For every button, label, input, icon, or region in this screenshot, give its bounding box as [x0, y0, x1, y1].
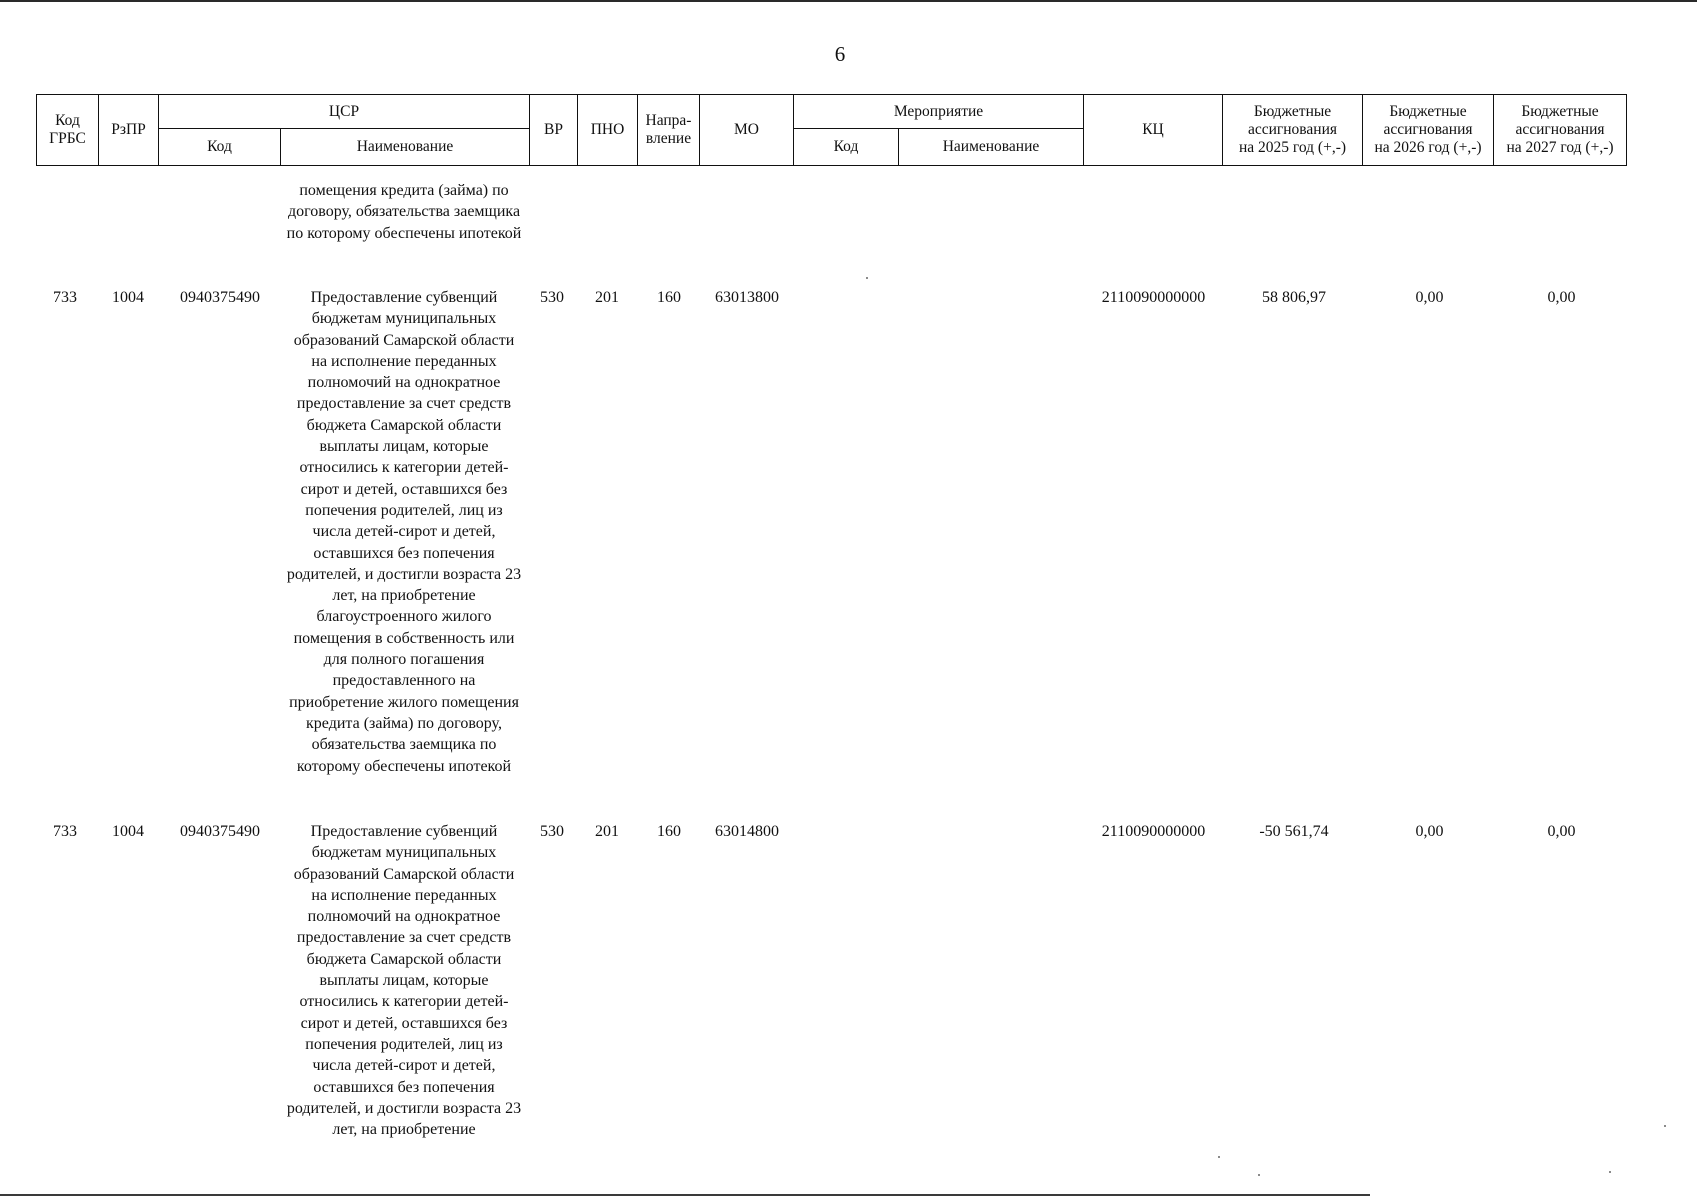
- row-napr: 160: [657, 289, 681, 306]
- row-budget-2026: 0,00: [1415, 289, 1444, 306]
- row-budget-2027: 0,00: [1547, 823, 1576, 840]
- col-header-csr-name: Наименование: [281, 129, 530, 166]
- scan-speck: [1258, 1174, 1260, 1176]
- row-napr: 160: [657, 823, 681, 840]
- col-header-csr-kod: Код: [159, 129, 281, 166]
- budget-table-header: [36, 94, 1627, 166]
- row-kc: 2110090000000: [1101, 289, 1206, 306]
- row-budget-2025: -50 561,74: [1259, 823, 1329, 840]
- col-header-kc: КЦ: [1084, 95, 1223, 166]
- col-header-budget-2026: Бюджетные ассигнования на 2026 год (+,-): [1363, 95, 1494, 166]
- row-pno: 201: [595, 289, 619, 306]
- row-mo: 63013800: [715, 289, 779, 306]
- scan-speck: [866, 277, 868, 279]
- col-header-meropriyatie: Мероприятие: [794, 95, 1084, 129]
- row-grbs: 733: [53, 823, 77, 840]
- col-header-kod-grbs: Код ГРБС: [37, 95, 99, 166]
- row-budget-2025: 58 806,97: [1262, 289, 1326, 306]
- row-grbs: 733: [53, 289, 77, 306]
- table-row-continuation: [36, 180, 1626, 260]
- row-pno: 201: [595, 823, 619, 840]
- col-header-budget-2027: Бюджетные ассигнования на 2027 год (+,-): [1494, 95, 1627, 166]
- col-header-rzpr: РзПР: [99, 95, 159, 166]
- table-row: [36, 287, 1626, 797]
- row-name: Предоставление субвенций бюджетам муниципальных образований Самарской области на исполнение переданных полномочий на однократное предоставление за счет средств бюджета Самарской области выплаты лицам, которые относились к категории детей-сирот и детей, оставшихся без попечения родителей, лиц из числа детей-сирот и детей, оставшихся без попечения родителей, и достигли возраста 23 лет, на приобретение благоустроенного жилого помещения в собственность или для полного погашения предоставленного на приобретение жилого помещения кредита (займа) по договору, обязательства заемщика по которому обеспечены ипотекой: [286, 289, 522, 775]
- row-budget-2026: 0,00: [1415, 823, 1444, 840]
- col-header-mo: МО: [700, 95, 794, 166]
- row-vr: 530: [540, 823, 564, 840]
- row-name: помещения кредита (займа) по договору, обязательства заемщика по которому обеспечены ипотекой: [286, 182, 522, 242]
- col-header-csr: ЦСР: [159, 95, 530, 129]
- row-rzpr: 1004: [112, 823, 144, 840]
- row-csr: 0940375490: [180, 823, 260, 840]
- col-header-mer-name: Наименование: [899, 129, 1084, 166]
- col-header-vr: ВР: [530, 95, 578, 166]
- col-header-napravlenie: Напра- вление: [638, 95, 700, 166]
- row-budget-2027: 0,00: [1547, 289, 1576, 306]
- row-vr: 530: [540, 289, 564, 306]
- col-header-budget-2025: Бюджетные ассигнования на 2025 год (+,-): [1223, 95, 1363, 166]
- page-number: 6: [834, 42, 846, 66]
- scan-speck: [1609, 1171, 1611, 1173]
- row-name: Предоставление субвенций бюджетам муниципальных образований Самарской области на исполнение переданных полномочий на однократное предоставление за счет средств бюджета Самарской области выплаты лицам, которые относились к категории детей-сирот и детей, оставшихся без попечения родителей, лиц из числа детей-сирот и детей, оставшихся без попечения родителей, и достигли возраста 23 лет, на приобретение: [286, 823, 522, 1139]
- col-header-pno: ПНО: [578, 95, 638, 166]
- row-mo: 63014800: [715, 823, 779, 840]
- scan-edge-bottom: [0, 1194, 1370, 1196]
- row-csr: 0940375490: [180, 289, 260, 306]
- table-row: [36, 821, 1626, 1139]
- row-kc: 2110090000000: [1101, 823, 1206, 840]
- row-rzpr: 1004: [112, 289, 144, 306]
- scan-edge-top: [0, 0, 1697, 2]
- scan-speck: [1218, 1156, 1220, 1158]
- scan-speck: [1664, 1125, 1666, 1127]
- col-header-mer-kod: Код: [794, 129, 899, 166]
